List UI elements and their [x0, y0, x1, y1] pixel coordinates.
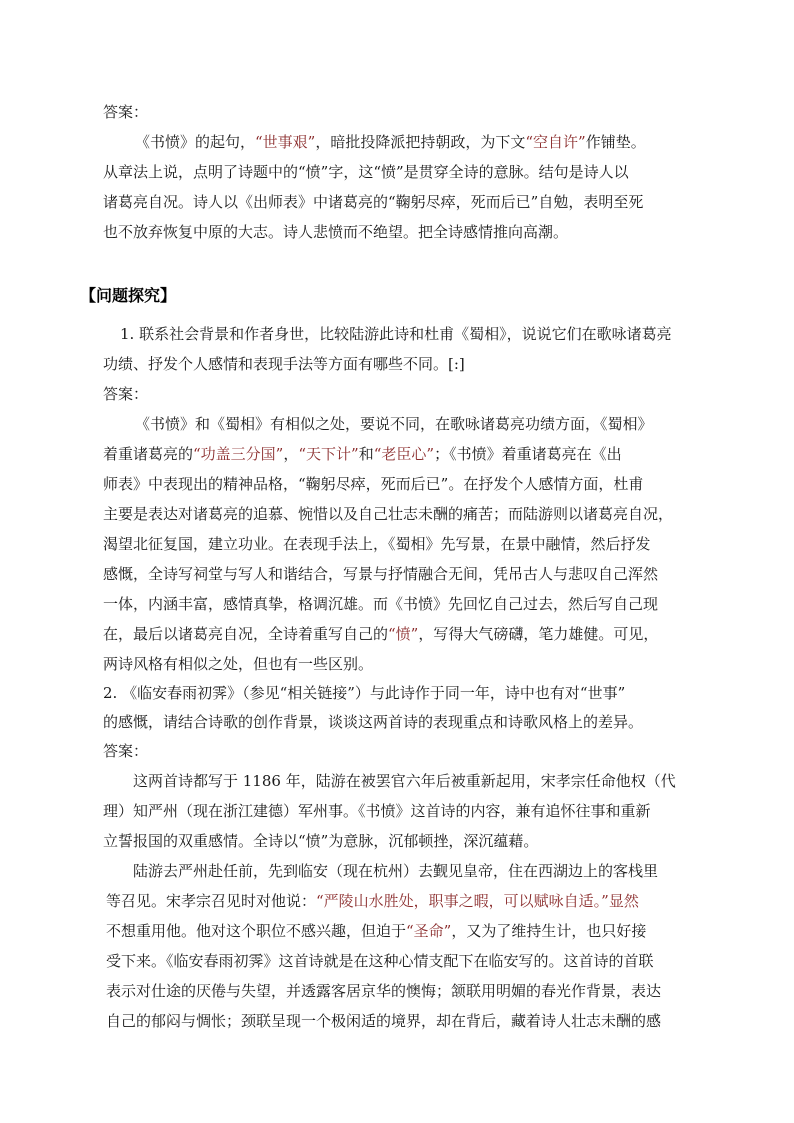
paragraph-line: 表示对仕途的厌倦与失望，并透露客居京华的懊悔；颔联用明媚的春光作背景，表达 — [106, 982, 662, 1000]
question-line: 功绩、抒发个人感情和表现手法等方面有哪些不同。[:] — [103, 355, 465, 373]
paragraph-line: 一体，内涵丰富，感情真挚，格调沉雄。而《书愤》先回忆自己过去，然后写自己现 — [103, 595, 659, 613]
paragraph-line: 也不放弃恢复中原的大志。诗人悲愤而不绝望。把全诗感情推向高潮。 — [103, 223, 569, 241]
section-heading: 【问题探究】 — [80, 286, 177, 305]
question-line: 的感慨，请结合诗歌的创作背景，谈谈这两首诗的表现重点和诗歌风格上的差异。 — [103, 713, 644, 731]
paragraph-line: 感慨，全诗写祠堂与写人和谐结合，写景与抒情融合无间，凭吊古人与悲叹自己浑然 — [103, 565, 659, 583]
paragraph-line: 陆游去严州赴任前，先到临安（现在杭州）去觐见皇帝，住在西湖边上的客栈里 — [133, 862, 659, 880]
paragraph-line: 《书愤》和《蜀相》有相似之处，要说不同，在歌咏诸葛亮功绩方面，《蜀相》 — [135, 415, 653, 433]
paragraph-line: 着重诸葛亮的“功盖三分国”，“天下计”和“老臣心”；《书愤》着重诸葛亮在《出 — [103, 445, 622, 463]
answer-label: 答案： — [103, 103, 149, 121]
paragraph-line: 不想重用他。他对这个职位不感兴趣，但迫于“圣命”，又为了维持生计，也只好接 — [106, 922, 647, 940]
paragraph-line: 从章法上说，点明了诗题中的“愤”字，这“愤”是贯穿全诗的意脉。结句是诗人以 — [103, 163, 629, 181]
paragraph-line: 受下来。《临安春雨初霁》这首诗就是在这种心情支配下在临安写的。这首诗的首联 — [106, 952, 654, 970]
answer-label: 答案： — [103, 742, 149, 760]
paragraph-line: 两诗风格有相似之处，但也有一些区别。 — [103, 655, 374, 673]
paragraph-line: 立誓报国的双重感情。全诗以“愤”为意脉，沉郁顿挫，深沉蕴藉。 — [103, 832, 539, 850]
paragraph-line: 渴望北征复国，建立功业。在表现手法上，《蜀相》先写景，在景中融情，然后抒发 — [103, 535, 651, 553]
paragraph-line: 《书愤》的起句，“世事艰”，暗批投降派把持朝政，为下文“空自许”作铺垫。 — [135, 133, 646, 151]
paragraph-line: 在，最后以诸葛亮自况，全诗着重写自己的“愤”，写得大气磅礴，笔力雄健。可见， — [103, 625, 659, 643]
paragraph-line: 诸葛亮自况。诗人以《出师表》中诸葛亮的“鞠躬尽瘁，死而后已”自勉，表明至死 — [103, 193, 644, 211]
paragraph-line: 这两首诗都写于 1186 年，陆游在被罢官六年后被重新起用，宋孝宗任命他权（代 — [133, 772, 676, 790]
paragraph-line: 主要是表达对诸葛亮的追慕、惋惜以及自己壮志未酬的痛苦；而陆游则以诸葛亮自况， — [103, 505, 674, 523]
question-line: 2. 《临安春雨初霁》（参见“相关链接”）与此诗作于同一年，诗中也有对“世事” — [103, 684, 626, 702]
paragraph-line: 师表》中表现出的精神品格，“鞠躬尽瘁，死而后已”。在抒发个人感情方面，杜甫 — [103, 475, 644, 493]
paragraph-line: 等召见。宋孝宗召见时对他说：“严陵山水胜处，职事之暇，可以赋咏自适。”显然 — [106, 892, 639, 910]
answer-label: 答案： — [103, 385, 149, 403]
paragraph-line: 自己的郁闷与惆怅；颈联呈现一个极闲适的境界，却在背后，藏着诗人壮志未酬的感 — [106, 1012, 662, 1030]
paragraph-line: 理）知严州（现在浙江建德）军州事。《书愤》这首诗的内容，兼有追怀往事和重新 — [103, 802, 651, 820]
question-line: 1. 联系社会背景和作者身世，比较陆游此诗和杜甫《蜀相》，说说它们在歌咏诸葛亮 — [120, 325, 672, 343]
